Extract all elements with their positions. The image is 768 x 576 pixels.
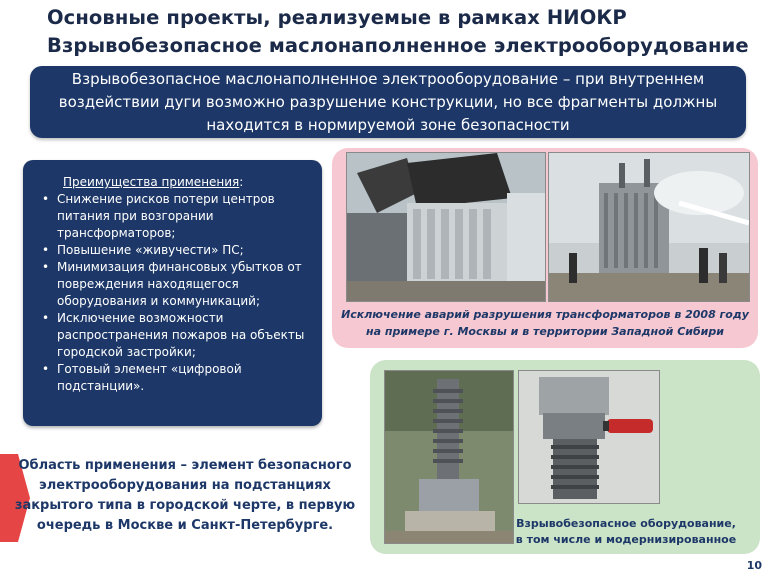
application-scope-text: Область применения – элемент безопасного электрооборудования на подстанциях закрытого типа в городской черте, в первую очередь в Москве и Санкт-Петербурге. <box>14 458 356 533</box>
title-line-1: Основные проекты, реализуемые в рамках НИОКР <box>47 6 627 29</box>
equipment-caption <box>510 516 742 548</box>
damaged-transformer-photo <box>346 152 546 302</box>
slide-title <box>47 4 747 60</box>
firefighting-photo <box>548 152 750 302</box>
list-item <box>39 191 317 242</box>
list-item-text: Снижение рисков потери центров питания при возгорании трансформаторов; <box>57 192 275 240</box>
list-item-text: Повышение «живучести» ПС; <box>57 243 244 257</box>
definition-text: Взрывобезопасное маслонаполненное электрооборудование – при внутреннем воздействии дуги возможно разрушение конструкции, но все фрагменты должны находится в нормируемой зоне безопасности <box>58 69 718 134</box>
advantages-panel <box>23 160 322 426</box>
equipment-caption-line-2: в том числе и модернизированное <box>515 533 737 546</box>
bushing-photo <box>384 370 514 544</box>
bullet-icon: • <box>42 192 50 206</box>
title-line-2: Взрывобезопасное маслонаполненное электрооборудование <box>47 34 749 57</box>
bullet-icon: • <box>42 243 50 257</box>
advantages-list <box>39 191 317 395</box>
modernized-equipment-photo <box>518 370 660 504</box>
advantages-heading-text: Преимущества применения <box>63 175 240 189</box>
list-item-text: Минимизация финансовых убытков от повреждения находящегося оборудования и коммуникаций; <box>57 260 302 308</box>
list-item <box>39 259 317 310</box>
list-item <box>39 361 317 395</box>
advantages-heading <box>63 174 243 191</box>
bullet-icon: • <box>42 362 50 376</box>
list-item <box>39 310 317 361</box>
accident-photos-caption: Исключение аварий разрушения трансформаторов в 2008 году на примере г. Москвы и в территории Западной Сибири <box>341 308 749 338</box>
list-item <box>39 242 317 259</box>
bullet-icon: • <box>42 260 50 274</box>
equipment-caption-line-1: Взрывобезопасное оборудование, <box>516 517 736 530</box>
definition-banner <box>30 66 746 138</box>
page-number: 10 <box>746 559 762 572</box>
bullet-icon: • <box>42 311 50 325</box>
advantages-heading-colon: : <box>239 175 244 189</box>
list-item-text: Исключение возможности распространения пожаров на объекты городской застройки; <box>57 311 305 359</box>
list-item-text: Готовый элемент «цифровой подстанции». <box>57 362 242 393</box>
